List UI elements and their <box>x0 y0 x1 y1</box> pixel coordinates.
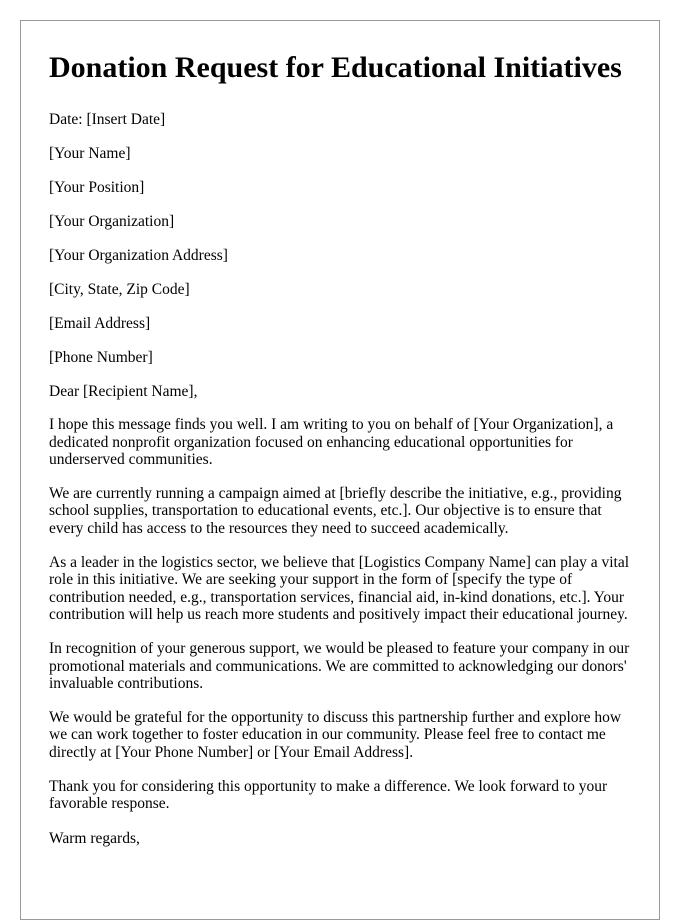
paragraph-thanks: Thank you for considering this opportunity to make a difference. We look forward to your favorable response. <box>49 777 608 813</box>
salutation: Dear [Recipient Name], <box>49 383 198 400</box>
phone-number: [Phone Number] <box>49 349 153 366</box>
paragraph-campaign: We are currently running a campaign aimed at [briefly describe the initiative, e.g., providing school supplies, transportation to educational events, etc.]. Our objective is to ensure that every child has access to the resources they need to succeed academically. <box>49 484 622 537</box>
paragraph-contact: We would be grateful for the opportunity to discuss this partnership further and explore how we can work together to foster education in our community. Please feel free to contact me directly at [Your Phone Number] or [Your Email Address]. <box>49 708 622 761</box>
sender-position: [Your Position] <box>49 179 145 196</box>
letter-page <box>20 20 660 920</box>
email-address: [Email Address] <box>49 315 151 332</box>
date-line: Date: [Insert Date] <box>49 111 166 128</box>
paragraph-introduction: I hope this message finds you well. I am writing to you on behalf of [Your Organization], a dedicated nonprofit organization focused on enhancing educational opportunities for underserved communities. <box>49 416 614 469</box>
closing-line: Warm regards, <box>49 829 140 847</box>
letter-title: Donation Request for Educational Initiatives <box>49 51 622 84</box>
organization-address: [Your Organization Address] <box>49 247 228 264</box>
paragraph-request: As a leader in the logistics sector, we believe that [Logistics Company Name] can play a vital role in this initiative. We are seeking your support in the form of [specify the type of contribution needed, e.g., transportation services, financial aid, in-kind donations, etc.]. Your contribution will help us reach more students and positively impact their educational journey. <box>49 553 630 624</box>
sender-organization: [Your Organization] <box>49 213 175 230</box>
city-state-zip: [City, State, Zip Code] <box>49 281 190 298</box>
paragraph-recognition: In recognition of your generous support, we would be pleased to feature your company in our promotional materials and communications. We are committed to acknowledging our donors' invaluable contributions. <box>49 639 630 693</box>
sender-name: [Your Name] <box>49 145 131 162</box>
